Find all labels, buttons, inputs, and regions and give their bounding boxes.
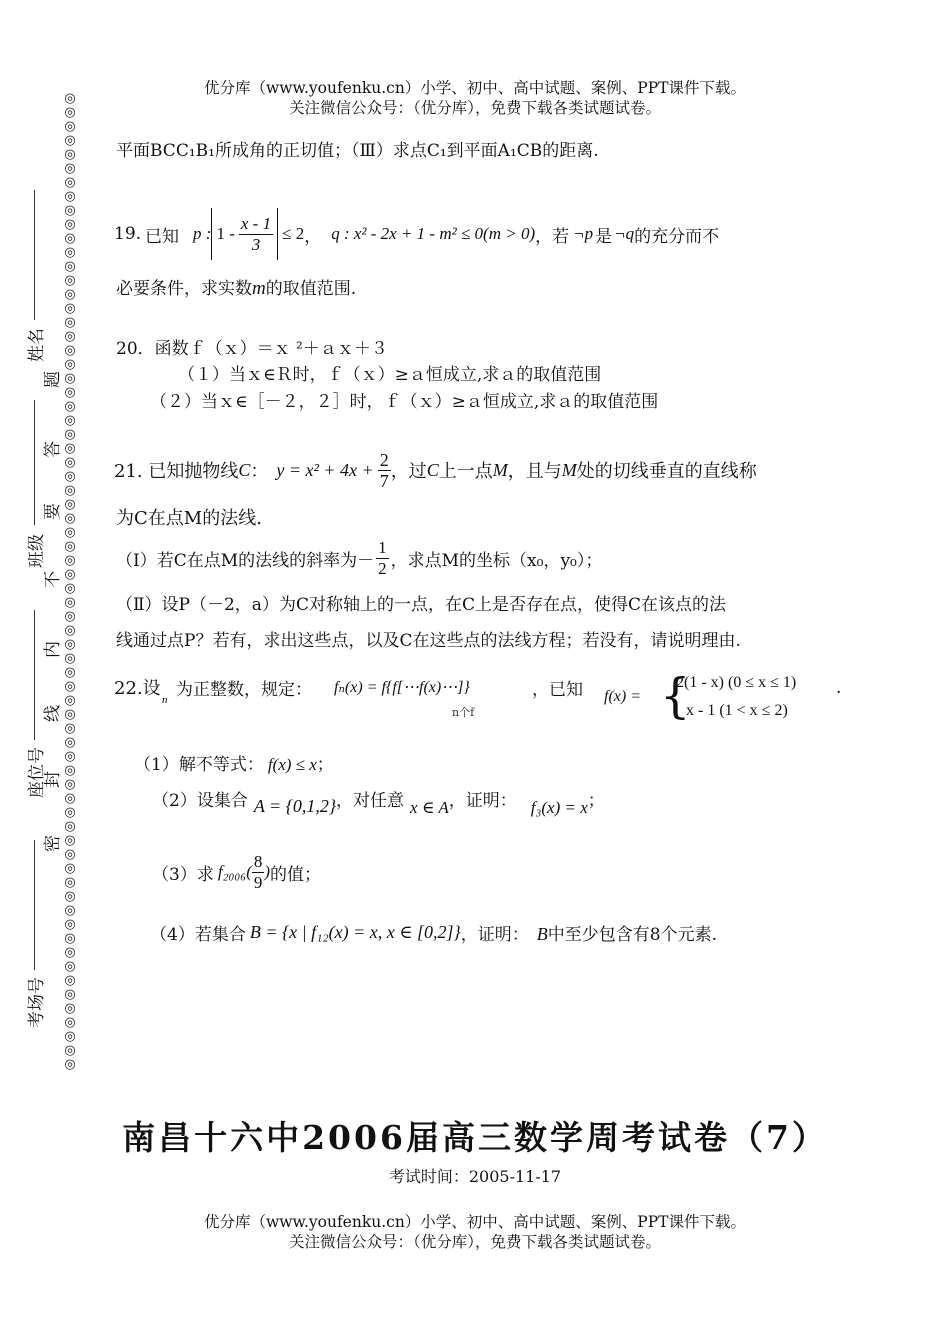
- header-line-2: 关注微信公众号：（优分库），免费下载各类试题试卷。: [288, 99, 661, 117]
- q21-half: [376, 538, 389, 579]
- q19-q-def: q : x² - 2x + 1 - m² ≤ 0(m > 0): [331, 224, 536, 243]
- q21-M: M: [492, 459, 508, 480]
- binding-circles: [60, 92, 80, 1072]
- q21-C: C: [238, 459, 251, 480]
- q22-p2-a: （2）设集合: [152, 791, 248, 811]
- q19-comma: ，: [304, 226, 322, 247]
- q22-part-4: [150, 920, 717, 945]
- field-class-label: 班级: [27, 534, 47, 568]
- seal-char-5: 内: [43, 641, 63, 658]
- q21-M2: M: [561, 459, 577, 480]
- q22-p2-b: ，对任意: [336, 791, 405, 811]
- q22-fx: f(x) =: [604, 688, 641, 705]
- class-underline: [34, 400, 35, 525]
- q22-p3-frac: [252, 852, 265, 893]
- q22-p4-a: （4）若集合: [150, 925, 246, 945]
- q22-case-2: x - 1 (1 < x ≤ 2): [686, 702, 788, 719]
- q22-n-var: n: [162, 694, 168, 706]
- seal-char-2: 答: [43, 441, 63, 458]
- q22-lead: 22.设: [114, 678, 161, 699]
- q22-p3-num: 8: [253, 851, 263, 871]
- seat-underline: [34, 610, 35, 740]
- q19-abs-left: 1 -: [216, 224, 235, 243]
- q22-p4-c: 中至少包含有8个元素.: [547, 925, 717, 945]
- q22-part-3: [152, 848, 321, 896]
- q19-line2-a: 必要条件，求实数: [116, 279, 252, 299]
- q20-line-1: 20．函数ｆ（ｘ）＝ｘ ²＋ａｘ＋３: [116, 339, 388, 359]
- q21-line-1: [114, 444, 757, 496]
- q19-mid: ，若: [535, 226, 570, 247]
- q21-line-2: 为C在点M的法线.: [116, 508, 262, 529]
- q19-lead: 已知: [145, 226, 180, 247]
- seal-char-8: 密: [43, 835, 63, 852]
- header-line-1: 优分库（www.youfenku.cn）小学、初中、高中试题、案例、PPT课件下载。: [203, 79, 747, 97]
- page-title: 南昌十六中2006届高三数学周考试卷（7）: [122, 1118, 828, 1157]
- q21-line-4: （Ⅱ）设P（－2，a）为C对称轴上的一点，在C上是否存在点，使得C在该点的法: [116, 595, 726, 615]
- q21-l1-c: 上一点: [438, 461, 493, 482]
- q22-p2-A: A = {0,1,2}: [253, 796, 337, 816]
- q21-l3-a: （Ⅰ）若C在点M的法线的斜率为－: [116, 550, 375, 571]
- q21-eq: y = x² + 4x +: [276, 459, 374, 480]
- circle-column: ◎◎◎◎◎◎◎◎◎◎◎◎◎◎◎◎◎◎◎◎◎◎◎◎◎◎◎◎◎◎◎◎◎◎◎◎◎◎◎◎◎◎◎◎◎◎◎◎◎◎◎◎◎◎◎◎◎◎◎◎◎◎◎◎◎◎◎◎◎◎: [64, 91, 76, 1072]
- q19-fraction: [239, 214, 273, 255]
- q22-part-1: [134, 750, 334, 775]
- q21-frac: [378, 450, 391, 491]
- q22-p3-a: （3）求: [152, 864, 214, 885]
- q19-line-2: [116, 274, 356, 300]
- q22-p3-close: ): [264, 862, 271, 881]
- seal-char-1: 题: [43, 371, 63, 388]
- exam-time: 考试时间：2005-11-17: [388, 1167, 562, 1186]
- seal-char-7: 封: [43, 771, 63, 788]
- q21-l1-e: 处的切线垂直的直线称: [576, 461, 757, 482]
- q21-frac-den: 7: [379, 470, 389, 491]
- q19-is: 是: [595, 226, 613, 247]
- q21-frac-num: 2: [379, 449, 389, 470]
- q19-not-p: ¬p: [573, 224, 594, 243]
- q18-tail: 平面BCC₁B₁所成角的正切值；（Ⅲ）求点C₁到平面A₁CB的距离.: [116, 141, 599, 161]
- piecewise-brace: {: [660, 668, 691, 724]
- q19-tail: 的充分而不: [634, 226, 720, 247]
- name-underline: [34, 190, 35, 320]
- q21-l3-b: ，求点M的坐标（x₀，y₀）；: [390, 550, 603, 571]
- q22-p1-m: f(x) ≤ x: [267, 755, 317, 774]
- q22-p3-b: 的值；: [270, 864, 322, 885]
- q19-line2-b: 的取值范围.: [265, 279, 357, 299]
- q19-frac-num: x - 1: [240, 213, 272, 233]
- q19-m-var: m: [252, 278, 266, 299]
- q22-p2-f: f₃(x) = x: [530, 798, 588, 817]
- q21-l1-d: ，且与: [507, 461, 562, 482]
- field-room-label: 考场号: [27, 977, 47, 1028]
- room-underline: [34, 840, 35, 970]
- q21-half-num: 1: [378, 537, 387, 557]
- seal-char-4: 不: [43, 571, 63, 588]
- seal-char-6: 线: [43, 705, 63, 722]
- q21-l1-b: ，过: [390, 461, 427, 482]
- q20-line-3: （２）当ｘ∈［－２，２］时，ｆ（ｘ）≥ａ恒成立,求ａ的取值范围: [150, 392, 659, 412]
- q22-under: n个f: [452, 706, 475, 719]
- q22-p4-Bv: B: [536, 924, 548, 944]
- q21-C2: C: [426, 459, 439, 480]
- q22-p2-d: ；: [587, 791, 605, 811]
- q19-p-def: p :: [193, 224, 212, 243]
- footer-line-1: 优分库（www.youfenku.cn）小学、初中、高中试题、案例、PPT课件下载。: [203, 1213, 747, 1231]
- field-seat-label: 座位号: [27, 747, 47, 798]
- q19-not-q: ¬q: [614, 224, 635, 243]
- field-name-label: 姓名: [27, 328, 47, 362]
- q22-p1-b: ；: [316, 755, 334, 775]
- q19-line-1: [114, 208, 719, 260]
- q22-p3-den: 9: [253, 872, 263, 892]
- q19-frac-den: 3: [251, 234, 261, 254]
- q22-dot: .: [836, 678, 842, 698]
- q19-le2: ≤ 2: [282, 224, 305, 243]
- q22-case-1: 2(1 - x) (0 ≤ x ≤ 1): [676, 674, 797, 691]
- q22-rule: 为正整数，规定：: [176, 680, 312, 700]
- q20-line-2: （１）当ｘ∈Ｒ时，ｆ（ｘ）≥ａ恒成立,求ａ的取值范围: [178, 365, 602, 385]
- q22-part-2: [152, 786, 605, 820]
- seal-char-3: 要: [43, 503, 63, 520]
- q19-num: 19.: [114, 224, 142, 244]
- q22-p4-b: ，证明：: [460, 925, 529, 945]
- q21-l1-a: 21. 已知抛物线: [114, 461, 239, 482]
- q21-line-3: [116, 534, 602, 582]
- q22-p4-B: B = {x | f₁₂(x) = x, x ∈ [0,2]}: [249, 922, 461, 942]
- q22-p1-a: （1）解不等式：: [134, 755, 264, 775]
- q22-fn-def: fₙ(x) = f{f[⋯f(x)⋯]}: [334, 679, 470, 696]
- footer-line-2: 关注微信公众号：（优分库），免费下载各类试题试卷。: [288, 1233, 661, 1251]
- q19-abs: [211, 208, 278, 260]
- q21-half-den: 2: [378, 558, 387, 578]
- q22-p2-x: x ∈ A: [410, 798, 449, 817]
- q21-colon: ：: [250, 461, 269, 482]
- q22-p2-c: ，证明：: [448, 791, 517, 811]
- q22-known: ，已知: [532, 680, 583, 700]
- q22-p3-f: f₂₀₀₆(: [217, 862, 252, 881]
- q21-line-5: 线通过点P？若有，求出这些点，以及C在这些点的法线方程；若没有，请说明理由.: [116, 631, 741, 651]
